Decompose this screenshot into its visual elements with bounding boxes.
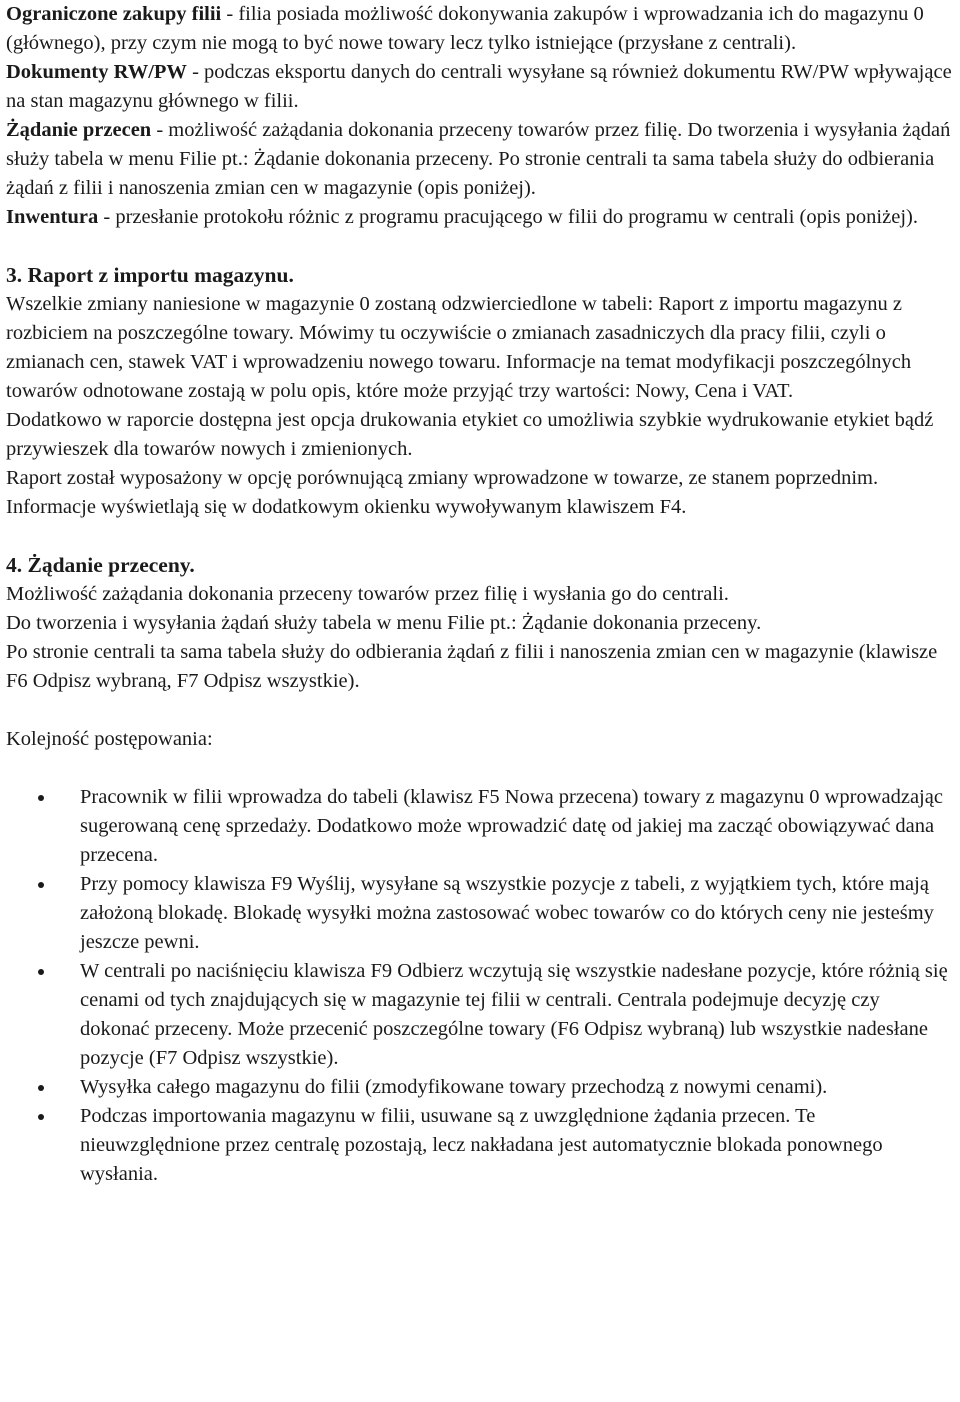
list-item: Podczas importowania magazynu w filii, usuwane są z uwzględnione żądania przecen. Te nieuwzględnione przez centralę pozostają, lecz nakładana jest automatycznie blokada ponownego wysłania.	[6, 1102, 952, 1189]
list-item: Wysyłka całego magazynu do filii (zmodyfikowane towary przechodzą z nowymi cenami).	[6, 1073, 952, 1102]
section-3-paragraph: Wszelkie zmiany naniesione w magazynie 0 zostaną odzwierciedlone w tabeli: Raport z importu magazynu z rozbiciem na poszczególne towary. Mówimy tu oczywiście o zmianach zasadniczych dla pracy filii, czyli o zmianach cen, stawek VAT i wprowadzeniu nowego towaru. Informacje na temat modyfikacji poszczególnych towarów odnotowane zostają w polu opis, które może przyjąć trzy wartości: Nowy, Cena i VAT.	[6, 293, 912, 402]
term-description: - możliwość zażądania dokonania przeceny towarów przez filię. Do tworzenia i wysyłania żądań służy tabela w menu Filie pt.: Żądanie dokonania przeceny. Po stronie centrali ta sama tabela służy do odbierania żądań z filii i nanoszenia zmian cen w magazynie (opis poniżej).	[6, 119, 951, 199]
section-4-paragraph: Możliwość zażądania dokonania przeceny towarów przez filię i wysłania go do centrali.	[6, 583, 729, 605]
section-4-heading: 4. Żądanie przeceny.	[6, 553, 195, 577]
intro-item-inventory	[6, 203, 952, 232]
spacer	[6, 232, 952, 261]
section-4-paragraph: Do tworzenia i wysyłania żądań służy tabela w menu Filie pt.: Żądanie dokonania przeceny.	[6, 612, 762, 634]
spacer	[6, 754, 952, 783]
section-4-paragraph: Po stronie centrali ta sama tabela służy do odbierania żądań z filii i nanoszenia zmian cen w magazynie (klawisze F6 Odpisz wybraną, F7 Odpisz wszystkie).	[6, 641, 938, 692]
section-3-paragraph: Dodatkowo w raporcie dostępna jest opcja drukowania etykiet co umożliwia szybkie wydrukowanie etykiet bądź przywieszek dla towarów nowych i zmienionych.	[6, 409, 934, 460]
term-description: - przesłanie protokołu różnic z programu pracującego w filii do programu w centrali (opis poniżej).	[98, 206, 918, 228]
procedure-label: Kolejność postępowania:	[6, 728, 213, 750]
procedure-steps-list	[6, 783, 952, 1189]
section-3-heading: 3. Raport z importu magazynu.	[6, 263, 294, 287]
intro-item-limited-purchases	[6, 0, 952, 58]
intro-item-price-requests	[6, 116, 952, 203]
list-item: Przy pomocy klawisza F9 Wyślij, wysyłane są wszystkie pozycje z tabeli, z wyjątkiem tych, które mają założoną blokadę. Blokadę wysyłki można zastosować wobec towarów co do których ceny nie jesteśmy jeszcze pewni.	[6, 870, 952, 957]
section-3-paragraph: Raport został wyposażony w opcję porównującą zmiany wprowadzone w towarze, ze stanem poprzednim. Informacje wyświetlają się w dodatkowym okienku wywoływanym klawiszem F4.	[6, 467, 879, 518]
spacer	[6, 522, 952, 551]
list-item: W centrali po naciśnięciu klawisza F9 Odbierz wczytują się wszystkie nadesłane pozycje, które różnią się cenami od tych znajdujących się w magazynie tej filii w centrali. Centrala podejmuje decyzję czy dokonać przeceny. Może przecenić poszczególne towary (F6 Odpisz wybraną) lub wszystkie nadesłane pozycje (F7 Odpisz wszystkie).	[6, 957, 952, 1073]
spacer	[6, 696, 952, 725]
term-description: - podczas eksportu danych do centrali wysyłane są również dokumentu RW/PW wpływające na stan magazynu głównego w filii.	[6, 61, 952, 112]
intro-item-rwpw-documents	[6, 58, 952, 116]
term-label: Inwentura	[6, 206, 99, 228]
term-label: Dokumenty RW/PW	[6, 61, 187, 83]
term-label: Żądanie przecen	[6, 119, 152, 141]
term-description: - filia posiada możliwość dokonywania zakupów i wprowadzania ich do magazynu 0 (głównego), przy czym nie mogą to być nowe towary lecz tylko istniejące (przysłane z centrali).	[6, 3, 924, 54]
list-item: Pracownik w filii wprowadza do tabeli (klawisz F5 Nowa przecena) towary z magazynu 0 wprowadzając sugerowaną cenę sprzedaży. Dodatkowo może wprowadzić datę od jakiej ma zacząć obowiązywać dana przecena.	[6, 783, 952, 870]
term-label: Ograniczone zakupy filii	[6, 3, 222, 25]
